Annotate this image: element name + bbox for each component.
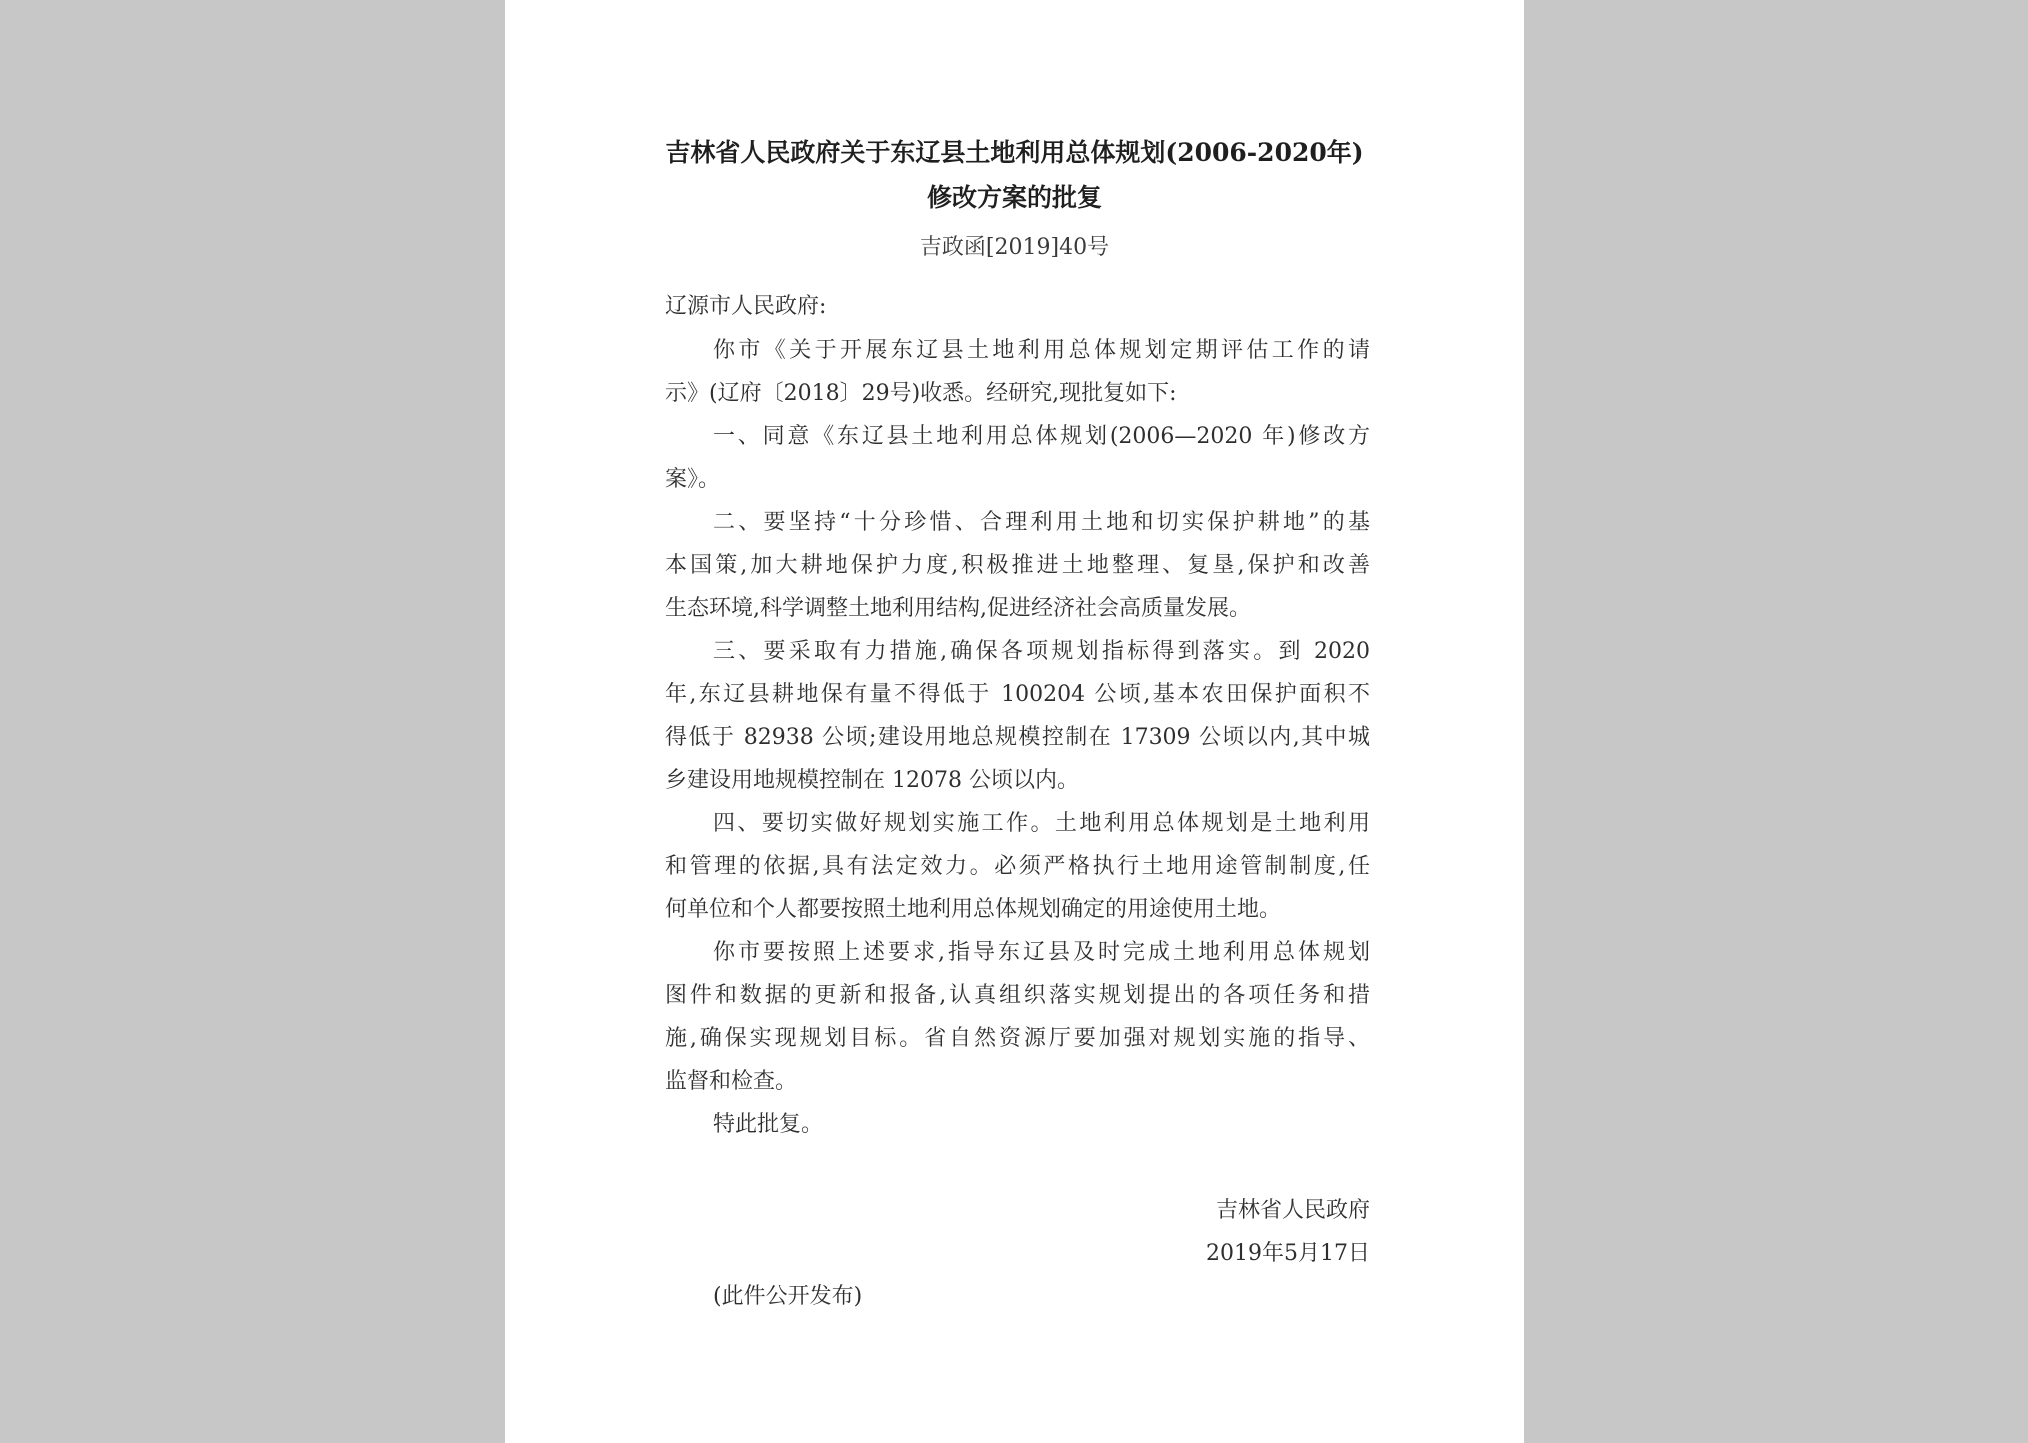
body-line: 何单位和个人都要按照土地利用总体规划确定的用途使用土地。: [665, 897, 1282, 922]
document-number: 吉政函[2019]40号: [919, 235, 1110, 260]
body-line: 一、同意《东辽县土地利用总体规划(2006—2020 年)修改方: [713, 424, 1370, 449]
body-line: 图件和数据的更新和报备,认真组织落实规划提出的各项任务和措: [665, 983, 1370, 1008]
body-line: 四、要切实做好规划实施工作。土地利用总体规划是土地利用: [713, 811, 1370, 836]
body-line: 二、要坚持“十分珍惜、合理利用土地和切实保护耕地”的基: [713, 510, 1370, 535]
body-line: 施,确保实现规划目标。省自然资源厅要加强对规划实施的指导、: [665, 1026, 1370, 1051]
body-line: 监督和检查。: [665, 1069, 798, 1094]
signature-date: 2019年5月17日: [1206, 1241, 1370, 1266]
body-line: 示》(辽府〔2018〕29号)收悉。经研究,现批复如下:: [665, 381, 1177, 406]
addressee: 辽源市人民政府:: [665, 294, 827, 319]
body-line: 和管理的依据,具有法定效力。必须严格执行土地用途管制制度,任: [665, 854, 1370, 879]
document-title-line1: 吉林省人民政府关于东辽县土地利用总体规划(2006-2020年): [665, 138, 1364, 167]
publication-note: (此件公开发布): [713, 1284, 863, 1309]
body-line: 你市要按照上述要求,指导东辽县及时完成土地利用总体规划: [713, 940, 1370, 965]
closing-line: 特此批复。: [713, 1112, 824, 1137]
body-line: 你市《关于开展东辽县土地利用总体规划定期评估工作的请: [713, 338, 1370, 363]
body-line: 三、要采取有力措施,确保各项规划指标得到落实。到 2020: [713, 639, 1370, 664]
signature-org: 吉林省人民政府: [1215, 1198, 1370, 1223]
body-line: 案》。: [665, 467, 721, 492]
body-line: 生态环境,科学调整土地利用结构,促进经济社会高质量发展。: [665, 596, 1251, 621]
body-line: 本国策,加大耕地保护力度,积极推进土地整理、复垦,保护和改善: [665, 553, 1370, 578]
body-line: 乡建设用地规模控制在 12078 公顷以内。: [665, 768, 1079, 793]
body-line: 得低于 82938 公顷;建设用地总规模控制在 17309 公顷以内,其中城: [665, 725, 1370, 750]
document-title-line2: 修改方案的批复: [926, 183, 1102, 212]
document-page: [505, 0, 1524, 1443]
body-line: 年,东辽县耕地保有量不得低于 100204 公顷,基本农田保护面积不: [665, 682, 1370, 707]
